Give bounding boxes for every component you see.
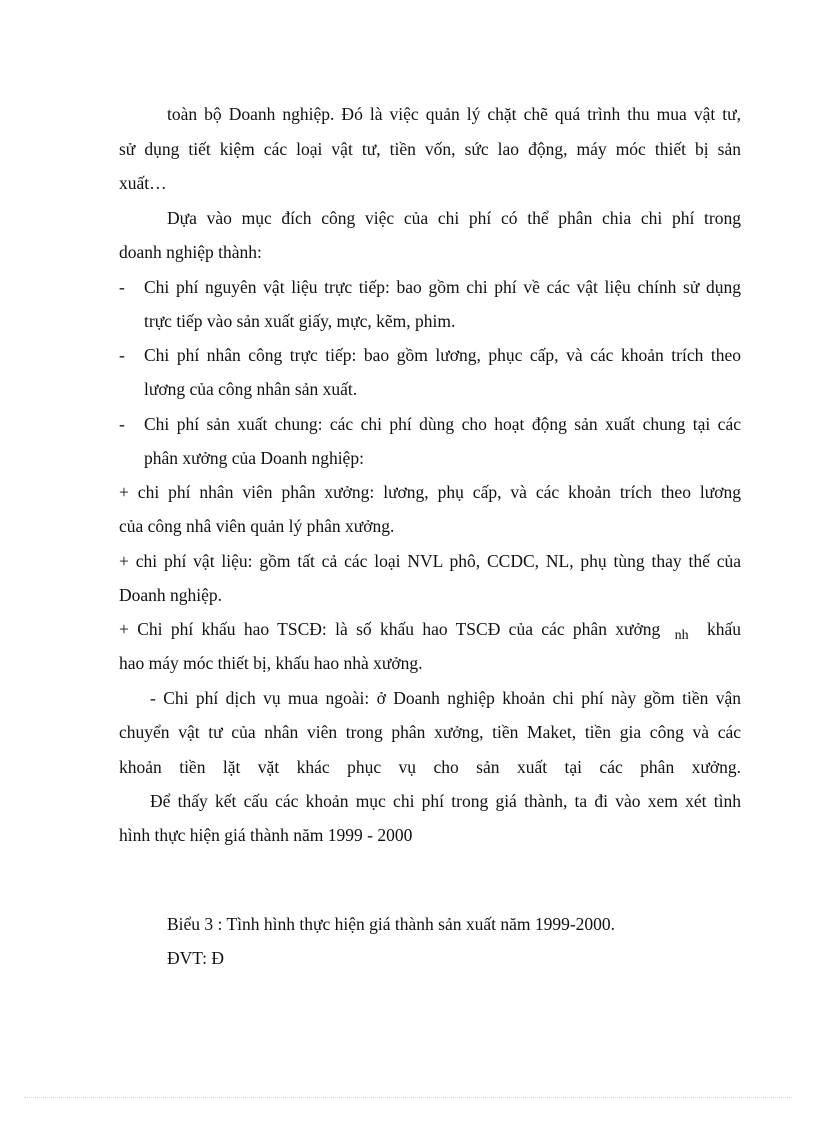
bullet-text: trực tiếp vào sản xuất giấy, mực, kẽm, phim. (144, 311, 456, 331)
text-line: + chi phí vật liệu: gồm tất cả các loại NVL phô, CCDC, NL, phụ tùng thay thế của (119, 551, 741, 571)
text-line: toàn bộ Doanh nghiệp. Đó là việc quản lý chặt chẽ quá trình thu mua vật tư, (167, 104, 741, 124)
text-segment: + Chi phí khấu hao TSCĐ: là số khấu hao TSCĐ của các phân xưởng (119, 619, 661, 639)
text-line: hao máy móc thiết bị, khấu hao nhà xưởng. (119, 653, 423, 673)
bullet-marker: - (119, 414, 125, 434)
bullet-marker: - (119, 277, 125, 297)
table-caption: Biểu 3 : Tình hình thực hiện giá thành sản xuất năm 1999-2000. (167, 914, 616, 934)
text-segment: khấu (706, 619, 741, 639)
text-line: Dựa vào mục đích công việc của chi phí có thể phân chia chi phí trong (167, 208, 741, 228)
bullet-text: Chi phí nhân công trực tiếp: bao gồm lương, phục cấp, và các khoản trích theo (144, 345, 741, 365)
unit-label: ĐVT: Đ (167, 948, 224, 968)
text-line: của công nhâ viên quản lý phân xưởng. (119, 516, 395, 536)
text-line: hình thực hiện giá thành năm 1999 - 2000 (119, 825, 413, 845)
text-line: chuyển vật tư của nhân viên trong phân xưởng, tiền Maket, tiền gia công và các (119, 722, 741, 742)
bullet-text: lương của công nhân sản xuất. (144, 379, 358, 399)
bullet-marker: - (119, 345, 125, 365)
text-line: doanh nghiệp thành: (119, 242, 262, 262)
text-line: + chi phí nhân viên phân xưởng: lương, phụ cấp, và các khoản trích theo lương (119, 482, 741, 502)
text-line: Doanh nghiệp. (119, 585, 223, 605)
bullet-text: phân xưởng của Doanh nghiệp: (144, 448, 364, 468)
page-bottom-rule (24, 1097, 792, 1098)
text-line: khoản tiền lặt vặt khác phục vụ cho sản xuất tại các phân xưởng. (119, 757, 741, 777)
text-line: Để thấy kết cấu các khoản mục chi phí trong giá thành, ta đi vào xem xét tình (150, 791, 741, 811)
text-line: - Chi phí dịch vụ mua ngoài: ở Doanh nghiệp khoản chi phí này gồm tiền vận (150, 688, 741, 708)
text-line: xuất… (119, 173, 167, 193)
text-line (119, 617, 741, 644)
text-line: sử dụng tiết kiệm các loại vật tư, tiền vốn, sức lao động, máy móc thiết bị sản (119, 139, 741, 159)
bullet-text: Chi phí nguyên vật liệu trực tiếp: bao gồm chi phí về các vật liệu chính sử dụng (144, 277, 741, 297)
bullet-text: Chi phí sản xuất chung: các chi phí dùng cho hoạt động sản xuất chung tại các (144, 414, 741, 434)
subscript-fragment: nh (674, 628, 689, 643)
